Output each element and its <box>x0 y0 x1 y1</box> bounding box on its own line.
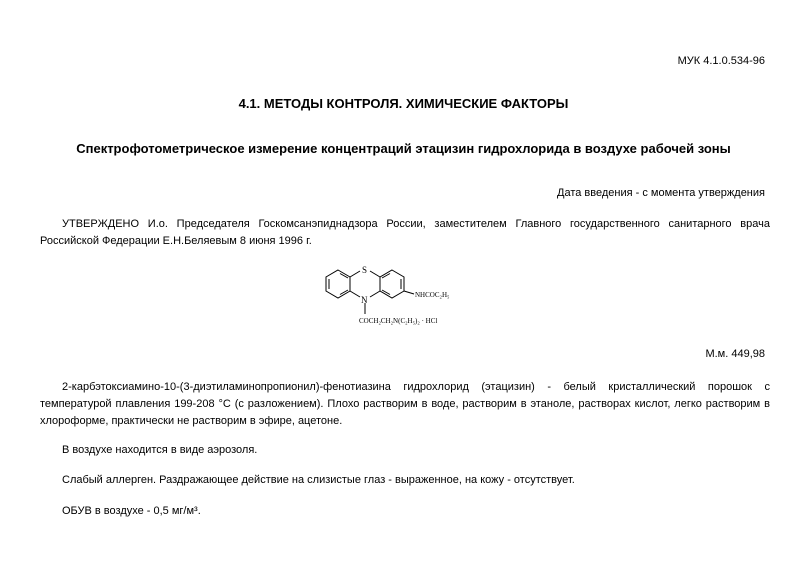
molecular-weight: М.м. 449,98 <box>705 348 765 360</box>
right-ring <box>380 270 404 298</box>
introduction-date: Дата введения - с момента утверждения <box>557 187 765 199</box>
sulfur-atom: S <box>362 265 368 275</box>
approval-paragraph: УТВЕРЖДЕНО И.о. Председателя Госкомсанэпиднадзора России, заместителем Главного государственного санитарного врача Российской Федерации Е.Н.Беляевым 8 июня 1996 г. <box>40 218 770 247</box>
bond-s-right <box>370 271 380 277</box>
formula-drawing <box>318 256 488 336</box>
bond-n-right <box>370 291 380 297</box>
nitrogen-atom: N <box>361 295 368 305</box>
bond-s-left <box>350 271 360 277</box>
side-group-bond <box>404 291 414 294</box>
section-title: 4.1. МЕТОДЫ КОНТРОЛЯ. ХИМИЧЕСКИЕ ФАКТОРЫ <box>238 96 569 111</box>
document-title: Спектрофотометрическое измерение концентраций этацизин гидрохлорида в воздухе рабочей зоны <box>76 141 731 156</box>
description-paragraph: 2-карбэтоксиамино-10-(3-диэтиламинопропионил)-фенотиазина гидрохлорид (этацизин) - белый кристаллический порошок с температурой плавления 199-208 °С (с разложением). Плохо растворим в воде, растворим в этаноле, растворах кислот, легко растворим в хлороформе, практически не растворим в эфире, ацетоне. <box>40 381 770 427</box>
left-ring <box>326 270 350 298</box>
state-paragraph: В воздухе находится в виде аэрозоля. <box>62 444 258 456</box>
document-code: МУК 4.1.0.534-96 <box>677 55 765 67</box>
structural-formula <box>318 256 488 336</box>
chain-label: COCH₂CH₂N(C₂H₅)₂ · HCl <box>359 317 438 325</box>
side-group-label: NHCOC₂H₅ <box>415 291 450 299</box>
allergen-paragraph: Слабый аллерген. Раздражающее действие на слизистые глаз - выраженное, на кожу - отсутствует. <box>62 474 575 486</box>
obuv-paragraph: ОБУВ в воздухе - 0,5 мг/м³. <box>62 505 201 517</box>
bond-n-left <box>350 291 360 297</box>
